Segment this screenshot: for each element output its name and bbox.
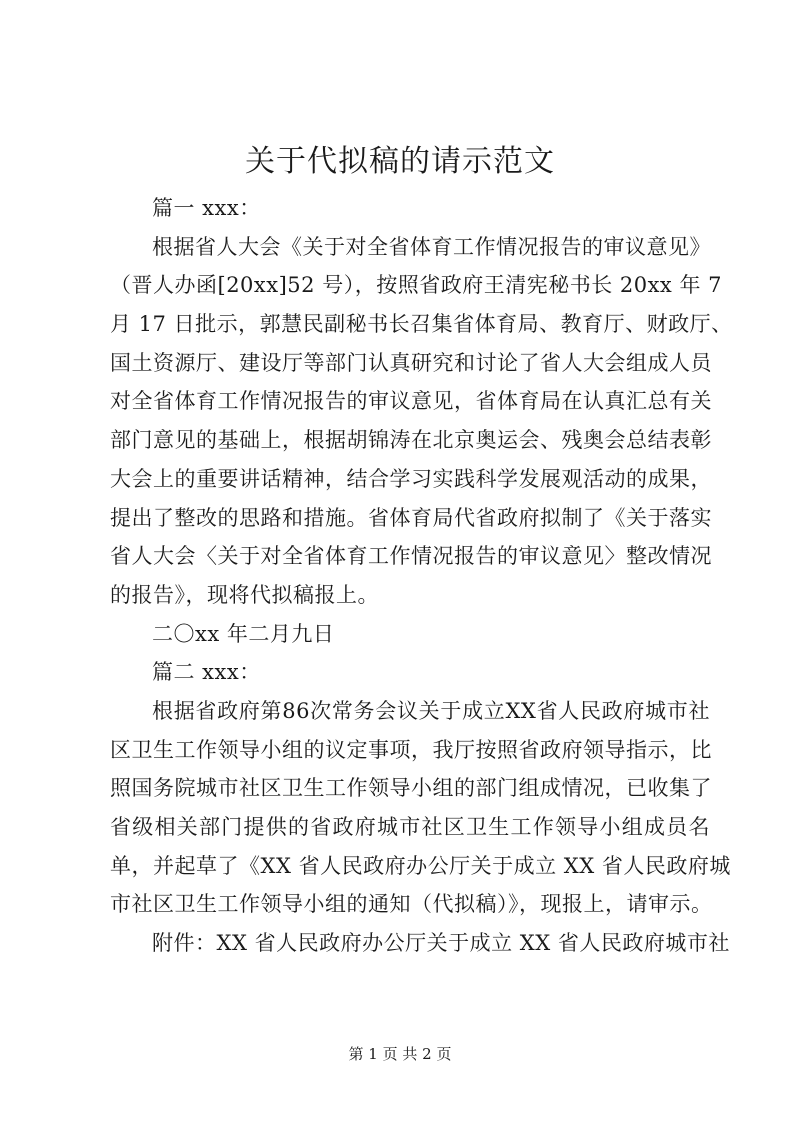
- document-body: [110, 189, 733, 963]
- paragraph-line: 对全省体育工作情况报告的审议意见，省体育局在认真汇总有关: [110, 389, 712, 414]
- paragraph-line: 国土资源厅、建设厅等部门认真研究和讨论了省人大会组成人员: [110, 350, 712, 375]
- paragraph-line: 提出了整改的思路和措施。省体育局代省政府拟制了《关于落实: [110, 505, 712, 530]
- paragraph-line: 市社区卫生工作领导小组的通知（代拟稿）》，现报上，请审示。: [110, 892, 713, 917]
- paragraph-line: 的报告》，现将代拟稿报上。: [110, 582, 379, 607]
- date-line: 二〇xx 年二月九日: [152, 621, 335, 646]
- paragraph-line: 照国务院城市社区卫生工作领导小组的部门组成情况，已收集了: [110, 776, 712, 801]
- paragraph-line: （晋人办函[20xx]52 号），按照省政府王清宪秘书长 20xx 年 7: [110, 273, 722, 298]
- page-title: 关于代拟稿的请示范文: [245, 144, 555, 179]
- paragraph-line: 省人大会〈关于对全省体育工作情况报告的审议意见〉整改情况: [110, 544, 712, 569]
- paragraph-line: 单，并起草了《XX 省人民政府办公厅关于成立 XX 省人民政府城: [110, 853, 731, 878]
- page-footer: 第 1 页 共 2 页: [348, 1045, 452, 1063]
- paragraph-line: 根据省政府第86次常务会议关于成立XX省人民政府城市社: [152, 698, 710, 723]
- section-heading: 篇二 xxx：: [152, 660, 261, 685]
- paragraph-line: 大会上的重要讲话精神，结合学习实践科学发展观活动的成果，: [110, 466, 712, 491]
- attachment-line: 附件：XX 省人民政府办公厅关于成立 XX 省人民政府城市社: [152, 931, 730, 956]
- paragraph-line: 部门意见的基础上，根据胡锦涛在北京奥运会、残奥会总结表彰: [110, 428, 712, 453]
- paragraph-line: 省级相关部门提供的省政府城市社区卫生工作领导小组成员名: [110, 815, 710, 839]
- section-heading: 篇一 xxx：: [152, 196, 261, 220]
- paragraph-line: 区卫生工作领导小组的议定事项，我厅按照省政府领导指示，比: [110, 737, 712, 762]
- paragraph-line: 月 17 日批示，郭慧民副秘书长召集省体育局、教育厅、财政厅、: [110, 312, 733, 337]
- paragraph-line: 根据省人大会《关于对全省体育工作情况报告的审议意见》: [152, 234, 711, 259]
